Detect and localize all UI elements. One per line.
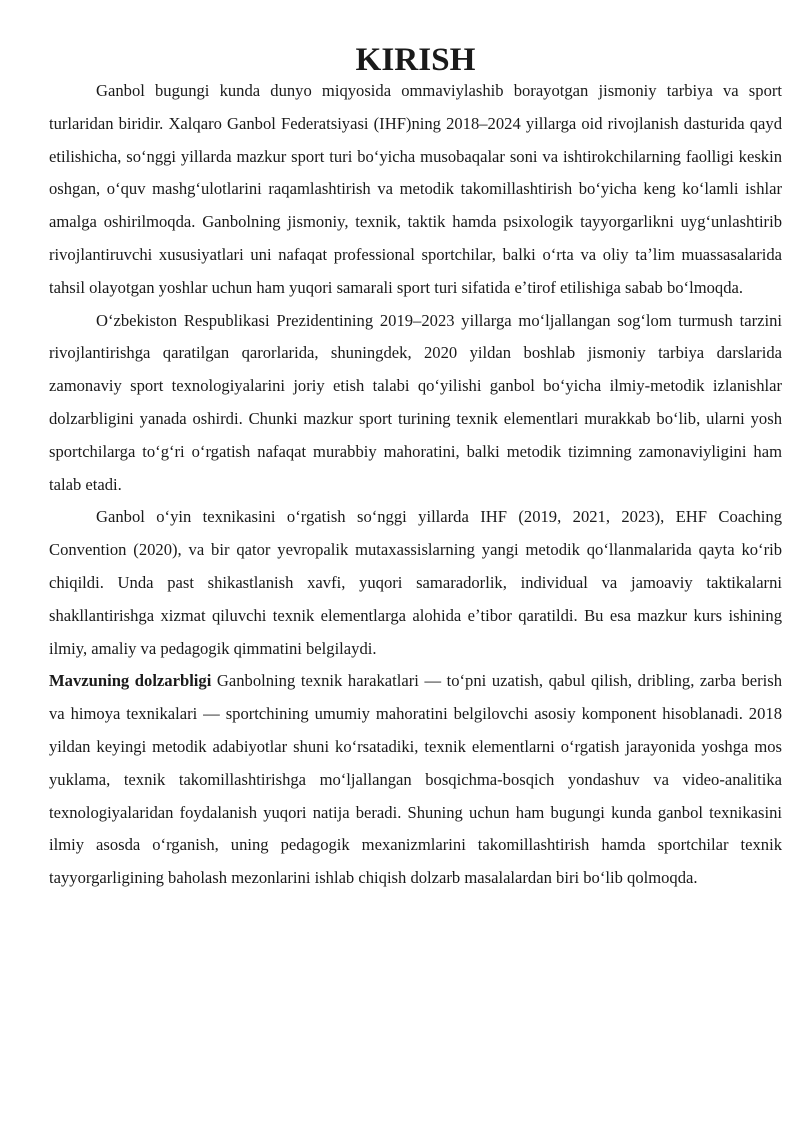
paragraph-relevance xyxy=(49,665,782,895)
paragraph-technique-teaching: Ganbol oʻyin texnikasini oʻrgatish soʻnggi yillarda IHF (2019, 2021, 2023), EHF Coaching Convention (2020), va bir qator yevropalik mutaxassislarning yangi metodik qoʻllanmalarida qayta koʻrib chiqildi. Unda past shikastlanish xavfi, yuqori samaradorlik, individual va jamoaviy taktikalarni shakllantirishga xizmat qiluvchi texnik elementlarga alohida eʼtibor qaratildi. Bu esa mazkur kurs ishining ilmiy, amaliy va pedagogik qimmatini belgilaydi. xyxy=(49,507,782,658)
document-page xyxy=(49,41,782,895)
relevance-text: Ganbolning texnik harakatlari — toʻpni uzatish, qabul qilish, dribling, zarba berish va himoya texnikalari — sportchining umumiy mahoratini belgilovchi asosiy komponent hisoblanadi. 2018 yildan keyingi metodik adabiyotlar shuni koʻrsatadiki, texnik elementlarni oʻrgatish jarayonida yoshga mos yuklama, texnik takomillashtirishga moʻljallangan bosqichma-bosqich yondashuv va video-analitika texnologiyalaridan foydalanish yuqori natija beradi. Shuning uchun ham bugungi kunda ganbol texnikasini ilmiy asosda oʻrganish, uning pedagogik mexanizmlarini takomillashtirish hamda sportchilar texnik tayyorgarligining baholash mezonlarini ishlab chiqish dolzarb masalalardan biri boʻlib qolmoqda. xyxy=(49,671,782,888)
paragraph-presidential-decree: Oʻzbekiston Respublikasi Prezidentining 2019–2023 yillarga moʻljallangan sogʻlom turmush tarzini rivojlantirishga qaratilgan qarorlarida, shuningdek, 2020 yildan boshlab jismoniy tarbiya darslarida zamonaviy sport texnologiyalarini joriy etish talabi qoʻyilishi ganbol boʻyicha ilmiy-metodik izlanishlar dolzarbligini yanada oshirdi. Chunki mazkur sport turining texnik elementlari murakkab boʻlib, ularni yosh sportchilarga toʻgʻri oʻrgatish nafaqat murabbiy mahoratini, balki metodik tizimning zamonaviyligini ham talab etadi. xyxy=(49,310,782,494)
relevance-heading: Mavzuning dolzarbligi xyxy=(49,671,212,691)
page-title: KIRISH xyxy=(355,41,476,78)
paragraph-intro: Ganbol bugungi kunda dunyo miqyosida ommaviylashib borayotgan jismoniy tarbiya va sport turlaridan biridir. Xalqaro Ganbol Federatsiyasi (IHF)ning 2018–2024 yillarga oid rivojlanish dasturida qayd etilishicha, soʻnggi yillarda mazkur sport turi boʻyicha musobaqalar soni va ishtirokchilarning faolligi keskin oshgan, oʻquv mashgʻulotlarini raqamlashtirish va metodik takomillashtirish boʻyicha keng koʻlamli ishlar amalga oshirilmoqda. Ganbolning jismoniy, texnik, taktik hamda psixologik tayyorgarlikni uygʻunlashtirib rivojlantiruvchi xususiyatlari uni nafaqat professional sportchilar, balki oʻrta va oliy taʼlim muassasalarida tahsil olayotgan yoshlar uchun ham yuqori samarali sport turi sifatida eʼtirof etilishiga sabab boʻlmoqda. xyxy=(49,81,782,297)
